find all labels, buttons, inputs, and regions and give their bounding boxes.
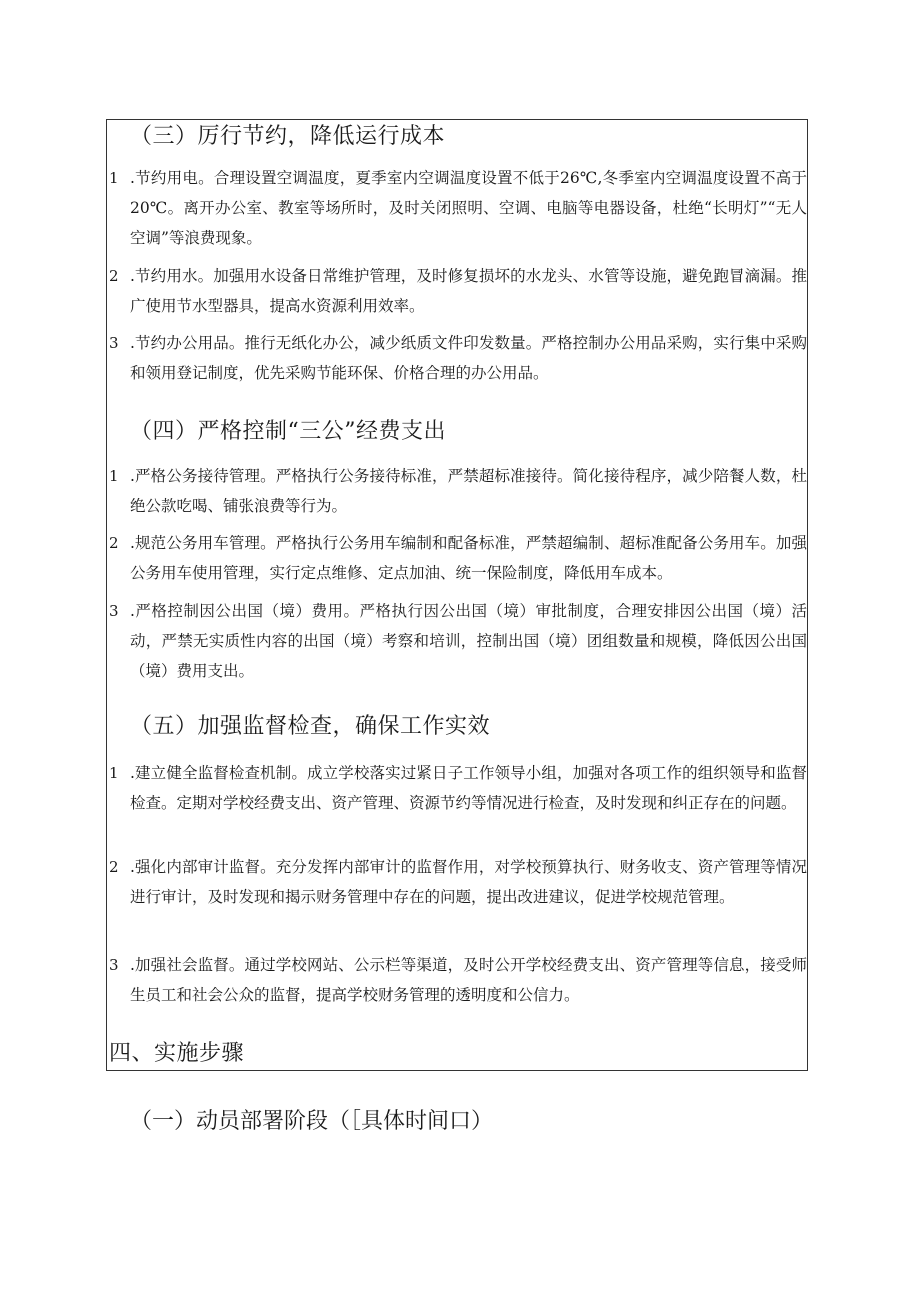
item-text: .强化内部审计监督。充分发挥内部审计的监督作用，对学校预算执行、财务收支、资产管理等情况进行审计，及时发现和揭示财务管理中存在的问题，提出改进建议，促进学校规范管理。 xyxy=(130,858,807,906)
item-text: .建立健全监督检查机制。成立学校落实过紧日子工作领导小组，加强对各项工作的组织领导和监督检查。定期对学校经费支出、资产管理、资源节约等情况进行检查，及时发现和纠正存在的问题。 xyxy=(130,764,807,812)
item-text: .节约用水。加强用水设备日常维护管理，及时修复损坏的水龙头、水管等设施，避免跑冒滴漏。推广使用节水型器具，提高水资源利用效率。 xyxy=(130,267,807,315)
item-text: .规范公务用车管理。严格执行公务用车编制和配备标准，严禁超编制、超标准配备公务用车。加强公务用车使用管理，实行定点维修、定点加油、统一保险制度，降低用车成本。 xyxy=(130,534,807,582)
item-number: 2 xyxy=(109,534,119,552)
item-text: .节约办公用品。推行无纸化办公，减少纸质文件印发数量。严格控制办公用品采购，实行集中采购和领用登记制度，优先采购节能环保、价格合理的办公用品。 xyxy=(130,334,807,382)
list-item xyxy=(109,163,807,253)
item-number: 1 xyxy=(109,467,119,485)
list-item xyxy=(109,596,807,686)
item-text: .加强社会监督。通过学校网站、公示栏等渠道，及时公开学校经费支出、资产管理等信息，接受师生员工和社会公众的监督，提高学校财务管理的透明度和公信力。 xyxy=(130,956,807,1004)
item-text: .严格控制因公出国（境）费用。严格执行因公出国（境）审批制度，合理安排因公出国（境）活动，严禁无实质性内容的出国（境）考察和培训，控制出国（境）团组数量和规模，降低因公出国（境）费用支出。 xyxy=(130,602,807,680)
item-number: 3 xyxy=(109,956,119,974)
list-item xyxy=(109,461,807,521)
list-item xyxy=(109,950,807,1010)
section-heading-5: （五）加强监督检查，确保工作实效 xyxy=(130,714,491,739)
item-number: 2 xyxy=(109,267,119,285)
section-heading-3: （三）厉行节约，降低运行成本 xyxy=(130,124,446,149)
item-text: .严格公务接待管理。严格执行公务接待标准，严禁超标准接待。简化接待程序，减少陪餐人数，杜绝公款吃喝、铺张浪费等行为。 xyxy=(130,467,807,515)
part-heading-implementation-steps: 四、实施步骤 xyxy=(109,1041,245,1066)
section-heading-4: （四）严格控制“三公”经费支出 xyxy=(130,419,446,444)
item-number: 1 xyxy=(109,764,119,782)
list-item xyxy=(109,758,807,818)
item-number: 1 xyxy=(109,169,119,187)
list-item xyxy=(109,852,807,912)
list-item xyxy=(109,528,807,588)
list-item xyxy=(109,261,807,321)
item-number: 3 xyxy=(109,334,119,352)
stage-heading-mobilization: （一）动员部署阶段（［具体时间口） xyxy=(130,1109,494,1134)
item-number: 2 xyxy=(109,858,119,876)
item-text: .节约用电。合理设置空调温度，夏季室内空调温度设置不低于26℃,冬季室内空调温度设置不高于20℃。离开办公室、教室等场所时，及时关闭照明、空调、电脑等电器设备，杜绝“长明灯”“无人空调”等浪费现象。 xyxy=(130,169,807,247)
item-number: 3 xyxy=(109,602,119,620)
list-item xyxy=(109,328,807,388)
